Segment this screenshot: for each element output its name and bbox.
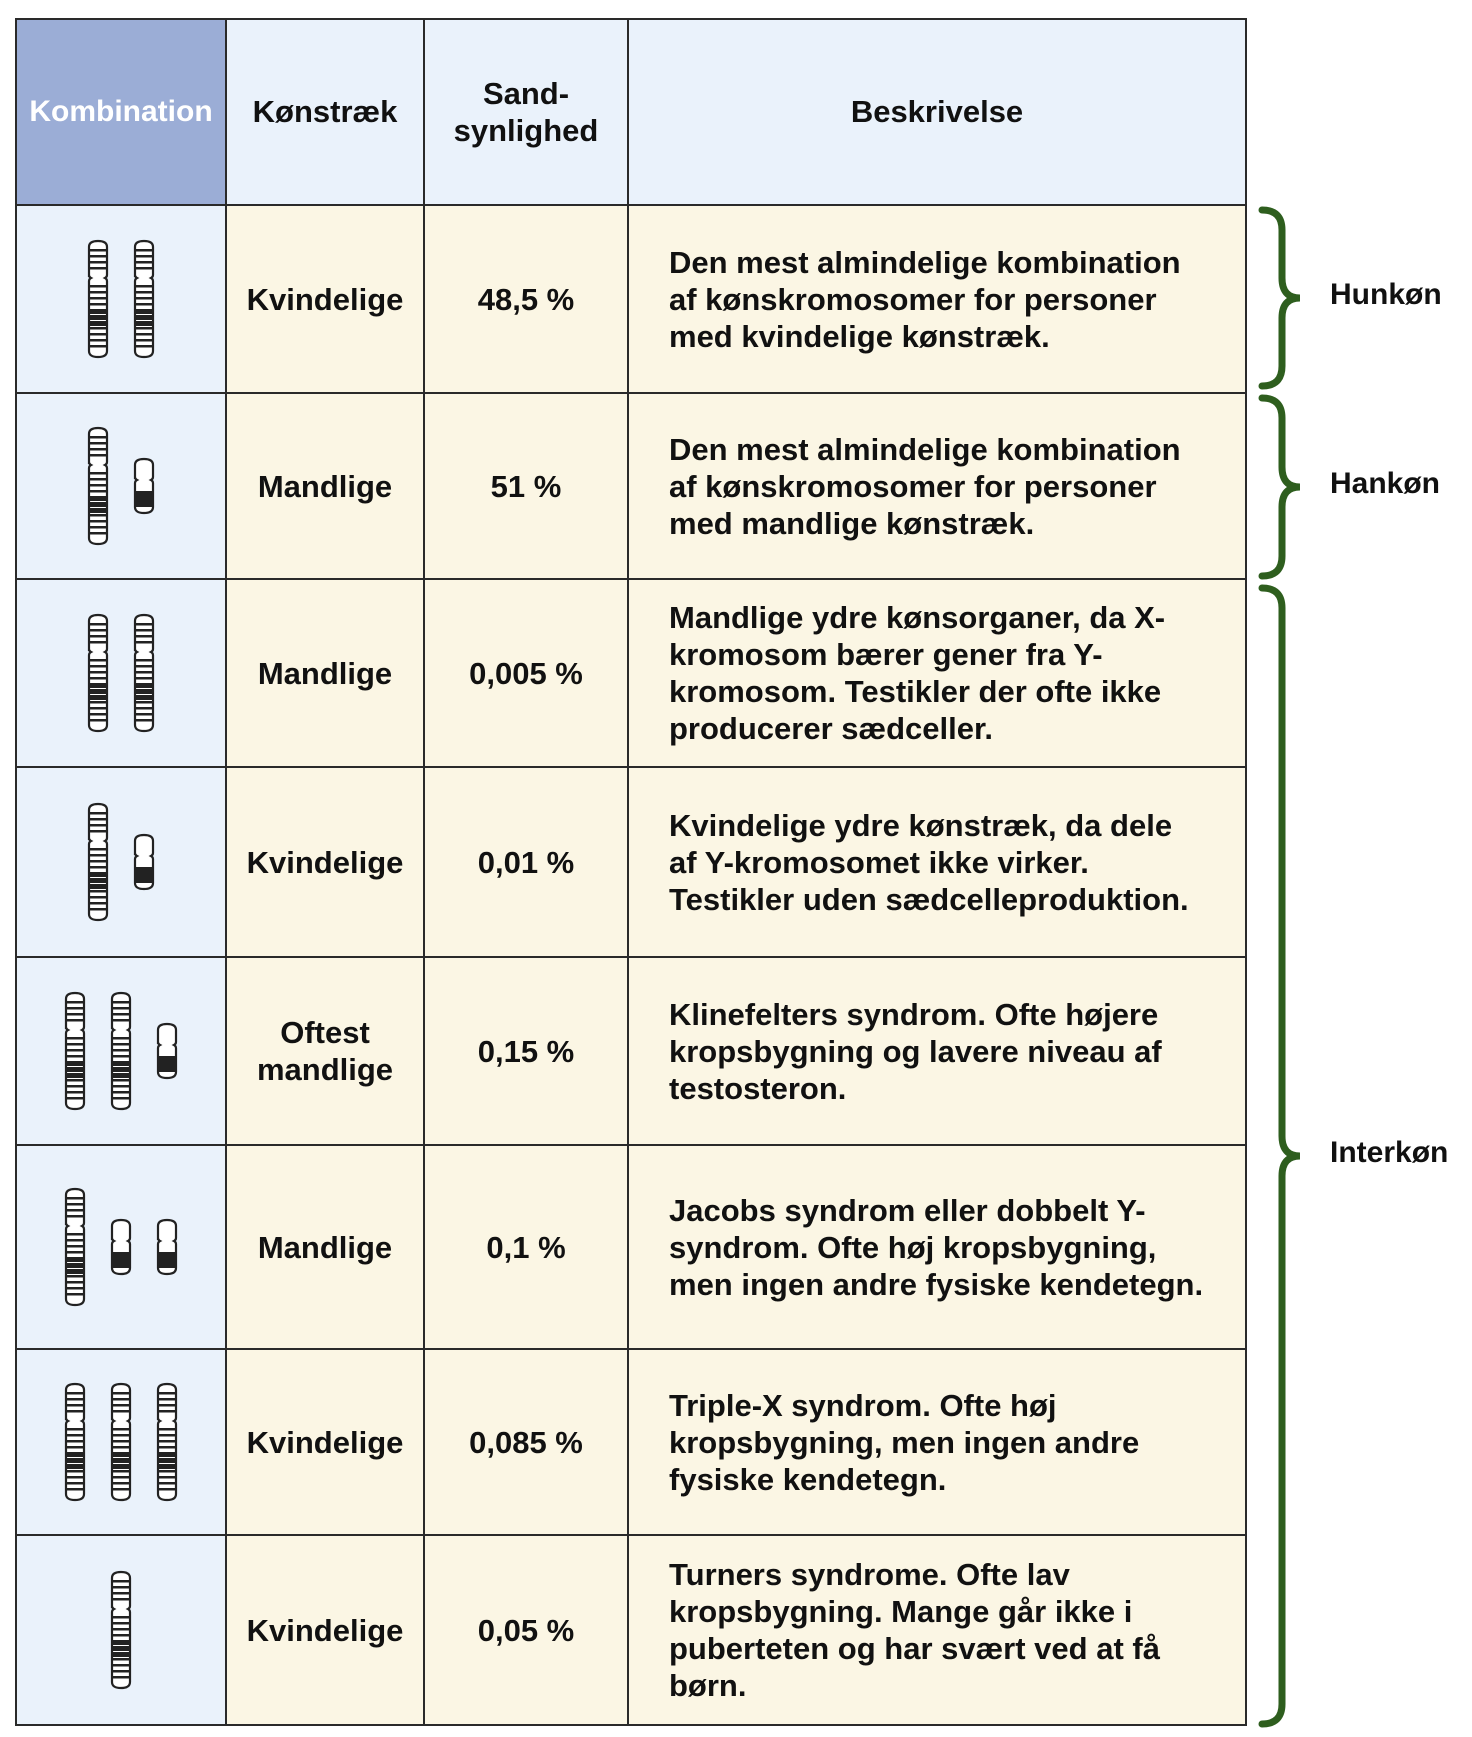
- header-sandsynlighed-line-1: Sand-: [482, 76, 570, 111]
- probability-cell: 0,005 %: [424, 579, 628, 767]
- description-line: kropsbygning. Mange går ikke i: [669, 1594, 1133, 1629]
- sex-trait-line: mandlige: [256, 1052, 394, 1087]
- description-line: kropsbygning, men ingen andre: [669, 1424, 1140, 1460]
- description-line: kromosom. Testikler der ofte ikke: [669, 674, 1162, 709]
- description-line: kromosom bærer gener fra Y-: [669, 637, 1103, 672]
- description-line: testosteron.: [669, 1070, 847, 1106]
- sex-trait-cell: Mandlige: [226, 393, 424, 579]
- probability-cell: 0,085 %: [424, 1349, 628, 1535]
- sex-trait-cell: Mandlige: [226, 579, 424, 767]
- probability-cell: 51 %: [424, 393, 628, 579]
- probability-cell: 48,5 %: [424, 205, 628, 393]
- description-line: Den mest almindelige kombination: [669, 244, 1181, 280]
- probability-cell: 0,05 %: [424, 1535, 628, 1725]
- sex-trait-cell: Kvindelige: [226, 767, 424, 957]
- sex-trait-cell: Kvindelige: [226, 205, 424, 393]
- group-label-hunkon: Hunkøn: [1330, 278, 1442, 311]
- description-line: af Y-kromosomet ikke virker.: [669, 844, 1089, 880]
- group-label-interkon: Interkøn: [1330, 1136, 1449, 1169]
- sex-trait-cell: Mandlige: [226, 1145, 424, 1349]
- header-beskrivelse: Beskrivelse: [628, 19, 1246, 205]
- probability-cell: 0,1 %: [424, 1145, 628, 1349]
- description-line: puberteten og har svært ved at få: [669, 1631, 1160, 1666]
- probability-cell: 0,01 %: [424, 767, 628, 957]
- header-kombination: Kombination: [16, 19, 226, 205]
- description-line: Den mest almindelige kombination: [669, 431, 1181, 467]
- description-line: med mandlige kønstræk.: [669, 505, 1035, 541]
- header-konstraek: Kønstræk: [226, 19, 424, 205]
- sex-trait-cell: Kvindelige: [226, 1535, 424, 1725]
- description-line: syndrom. Ofte høj kropsbygning,: [669, 1229, 1157, 1265]
- brace-hunkon: [1262, 210, 1300, 386]
- description-line: Triple-X syndrom. Ofte høj: [669, 1387, 1057, 1423]
- brace-hankon: [1262, 398, 1300, 576]
- description-line: Klinefelters syndrom. Ofte højere: [669, 996, 1159, 1032]
- description-line: med kvindelige kønstræk.: [669, 318, 1050, 354]
- description-line: producerer sædceller.: [669, 711, 993, 746]
- description-line: af kønskromosomer for personer: [669, 468, 1157, 504]
- description-line: fysiske kendetegn.: [669, 1461, 947, 1497]
- description-line: Kvindelige ydre kønstræk, da dele: [669, 807, 1173, 843]
- description-line: af kønskromosomer for personer: [669, 281, 1157, 317]
- description-line: Mandlige ydre kønsorganer, da X-: [669, 600, 1166, 635]
- description-line: Jacobs syndrom eller dobbelt Y-: [669, 1192, 1146, 1228]
- sex-trait-line: Oftest: [280, 1015, 370, 1050]
- description-line: børn.: [669, 1668, 747, 1703]
- group-label-hankon: Hankøn: [1330, 467, 1441, 500]
- probability-cell: 0,15 %: [424, 957, 628, 1145]
- description-line: Testikler uden sædcelleproduktion.: [669, 881, 1189, 917]
- header-sandsynlighed-line-2: synlighed: [453, 113, 599, 148]
- description-line: Turners syndrome. Ofte lav: [669, 1557, 1070, 1592]
- sex-trait-cell: Kvindelige: [226, 1349, 424, 1535]
- description-line: kropsbygning og lavere niveau af: [669, 1033, 1162, 1069]
- description-line: men ingen andre fysiske kendetegn.: [669, 1266, 1204, 1302]
- brace-interkon: [1262, 588, 1300, 1724]
